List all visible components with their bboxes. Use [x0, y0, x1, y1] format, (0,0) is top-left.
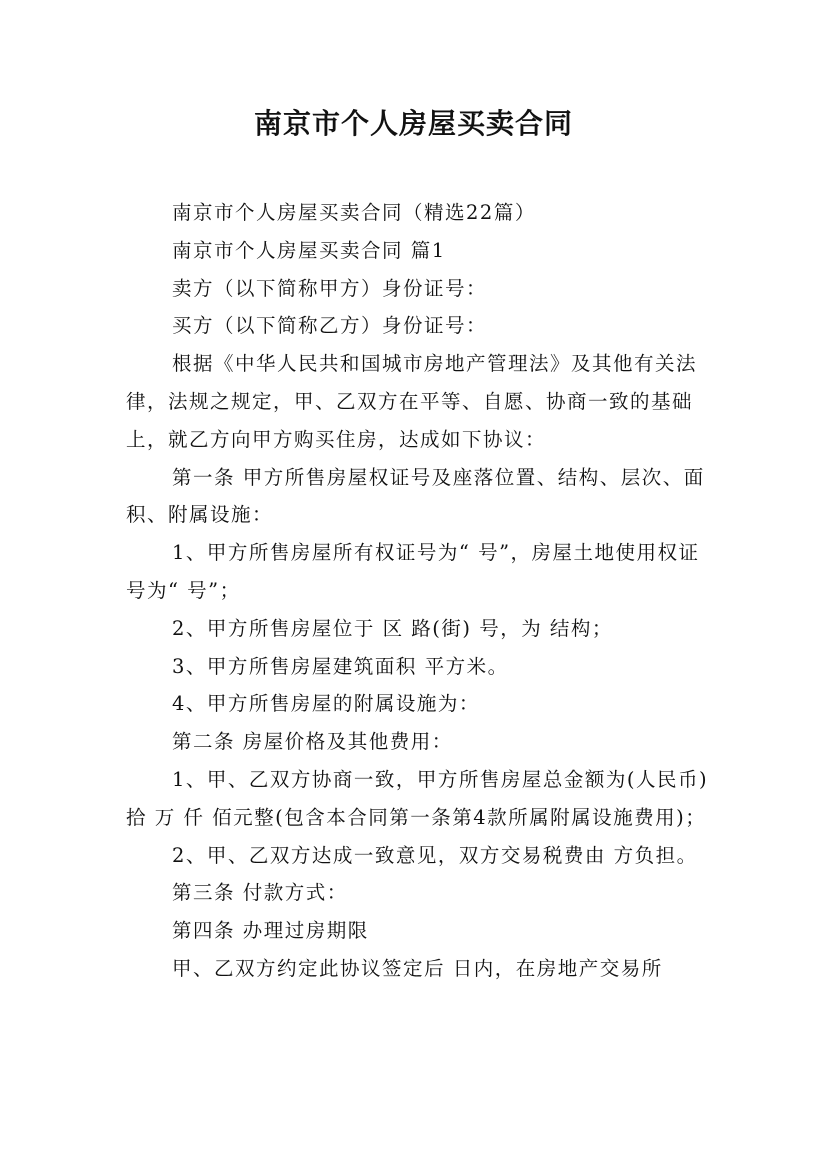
- paragraph: 南京市个人房屋买卖合同 篇1: [172, 238, 446, 262]
- paragraph: 第一条 甲方所售房屋权证号及座落位置、结构、层次、面积、附属设施：: [126, 465, 705, 527]
- paragraph: 4、甲方所售房屋的附属设施为：: [172, 692, 480, 716]
- paragraph: 2、甲、乙双方达成一致意见，双方交易税费由 方负担。: [172, 843, 698, 867]
- paragraph: 卖方（以下简称甲方）身份证号：: [172, 276, 488, 300]
- document-body: [126, 194, 716, 988]
- paragraph: 甲、乙双方约定此协议签定后 日内，在房地产交易所: [172, 956, 663, 980]
- paragraph: 买方（以下简称乙方）身份证号：: [172, 314, 488, 338]
- paragraph: 第二条 房屋价格及其他费用：: [172, 730, 453, 754]
- paragraph: 根据《中华人民共和国城市房地产管理法》及其他有关法律，法规之规定，甲、乙双方在平等、自愿、协商一致的基础上，就乙方向甲方购买住房，达成如下协议：: [126, 352, 698, 451]
- document-title: 南京市个人房屋买卖合同: [253, 107, 573, 140]
- paragraph: 1、甲、乙双方协商一致，甲方所售房屋总金额为(人民币) 拾 万 仟 佰元整(包含本合同第一条第4款所属附属设施费用)；: [126, 767, 716, 829]
- paragraph: 3、甲方所售房屋建筑面积 平方米。: [172, 654, 509, 678]
- paragraph: 南京市个人房屋买卖合同（精选22篇）: [172, 201, 536, 224]
- paragraph: 2、甲方所售房屋位于 区 路(街) 号，为 结构；: [172, 616, 613, 640]
- paragraph: 第四条 办理过房期限: [172, 919, 369, 943]
- paragraph: 1、甲方所售房屋所有权证号为“ 号”，房屋土地使用权证号为“ 号”；: [126, 541, 700, 602]
- paragraph: 第三条 付款方式：: [172, 881, 348, 905]
